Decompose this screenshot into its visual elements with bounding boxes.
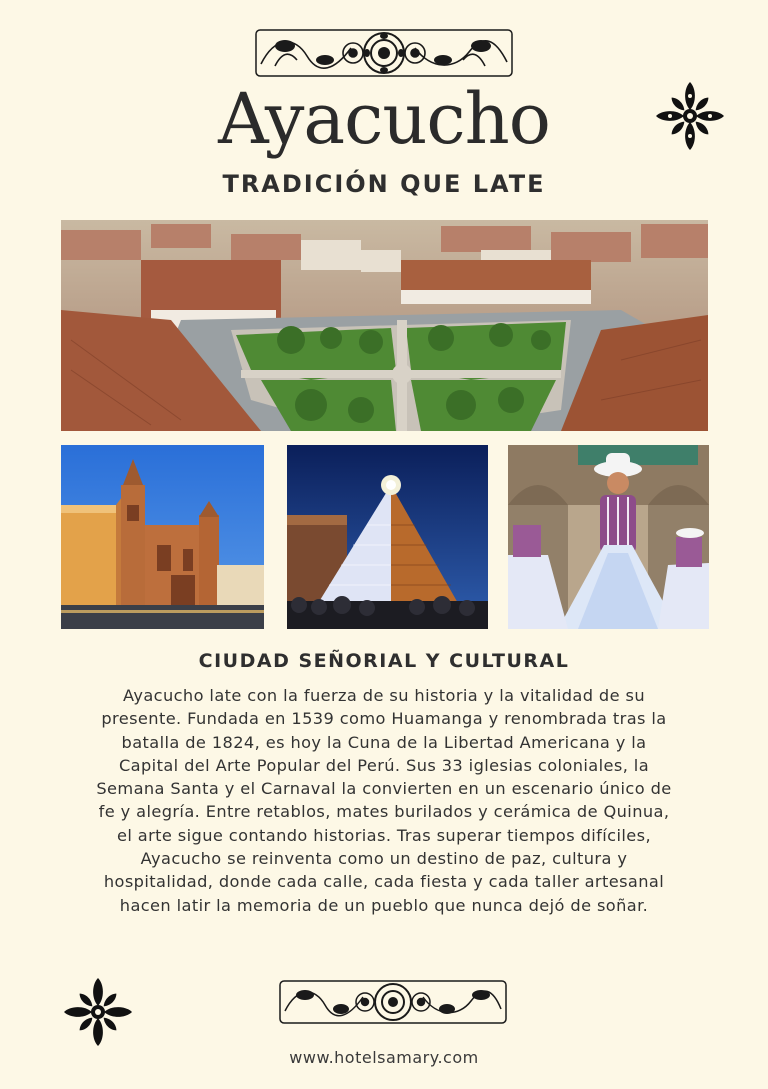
plaza-aerial-photo (61, 220, 708, 431)
website-url: www.hotelsamary.com (289, 1048, 479, 1067)
top-floral-ornament (255, 26, 513, 80)
page-subtitle: TRADICIÓN QUE LATE (222, 170, 546, 198)
dancer-festival-photo (508, 445, 709, 629)
bottom-floral-ornament (279, 977, 507, 1027)
embroidery-flower-icon (60, 974, 136, 1050)
cathedral-dusk-photo (61, 445, 264, 629)
section-heading: CIUDAD SEÑORIAL Y CULTURAL (198, 650, 570, 672)
body-paragraph: Ayacucho late con la fuerza de su historia y la vitalidad de su presente. Fundada en 1539 como Huamanga y renombrada tras la batalla de 1824, es hoy la Cuna de la Libertad Americana y la Capital del Arte Popular del Perú. Sus 33 iglesias coloniales, la Semana Santa y el Carnaval la convierten en un escenario único de fe y alegría. Entre retablos, mates burilados y cerámica de Quinua, el arte sigue contando historias. Tras superar tiempos difíciles, Ayacucho se reinventa como un destino de paz, cultura y hospitalidad, donde cada calle, cada fiesta y cada taller artesanal hacen latir la memoria de un pueblo que nunca dejó de soñar. (96, 686, 672, 915)
illuminated-pyramid-photo (287, 445, 488, 629)
page-title: Ayacucho (218, 78, 550, 160)
